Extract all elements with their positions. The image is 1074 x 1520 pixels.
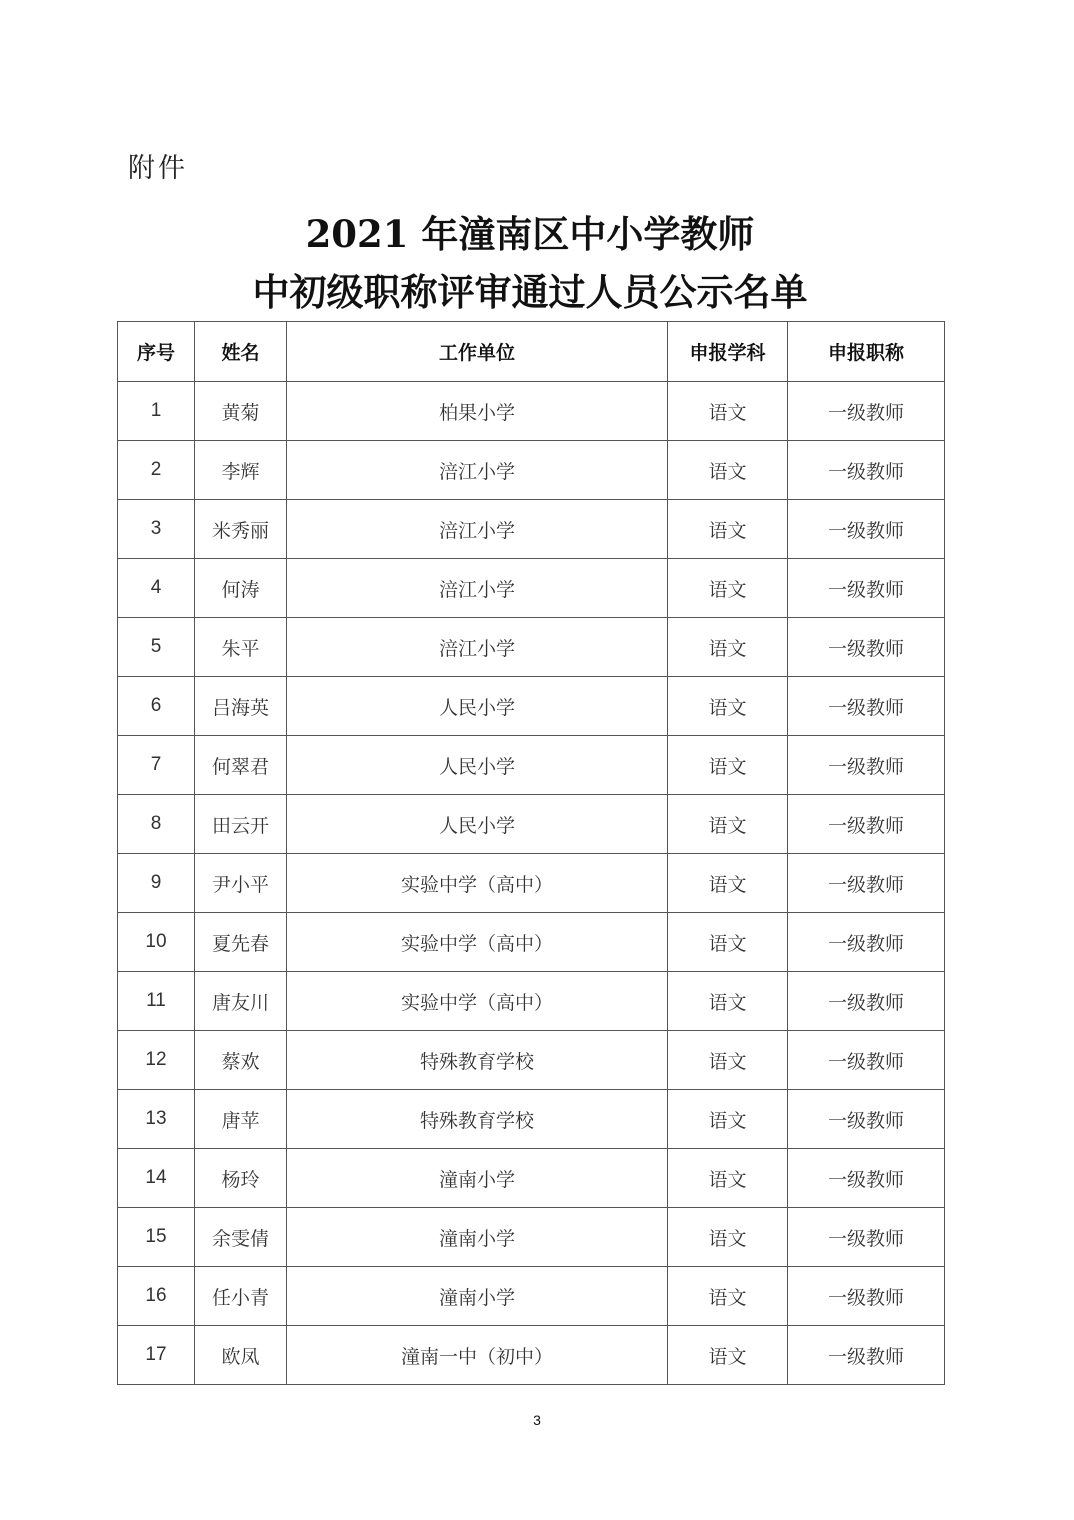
- cell-workplace: 人民小学: [287, 677, 668, 736]
- cell-workplace: 潼南小学: [287, 1267, 668, 1326]
- cell-subject: 语文: [668, 972, 788, 1031]
- cell-workplace: 涪江小学: [287, 441, 668, 500]
- table-row: [118, 913, 945, 972]
- cell-subject: 语文: [668, 1208, 788, 1267]
- cell-subject: 语文: [668, 677, 788, 736]
- cell-title: 一级教师: [788, 913, 945, 972]
- cell-subject: 语文: [668, 913, 788, 972]
- cell-seq: 4: [118, 559, 195, 618]
- cell-workplace: 实验中学（高中）: [287, 972, 668, 1031]
- cell-name: 黄菊: [195, 382, 287, 441]
- cell-subject: 语文: [668, 500, 788, 559]
- cell-seq: 8: [118, 795, 195, 854]
- table-row: [118, 1326, 945, 1385]
- cell-title: 一级教师: [788, 854, 945, 913]
- cell-seq: 16: [118, 1267, 195, 1326]
- cell-name: 李辉: [195, 441, 287, 500]
- cell-workplace: 柏果小学: [287, 382, 668, 441]
- cell-name: 何翠君: [195, 736, 287, 795]
- cell-workplace: 实验中学（高中）: [287, 913, 668, 972]
- cell-seq: 1: [118, 382, 195, 441]
- cell-name: 杨玲: [195, 1149, 287, 1208]
- cell-seq: 11: [118, 972, 195, 1031]
- header-name: 姓名: [195, 322, 287, 382]
- cell-name: 何涛: [195, 559, 287, 618]
- cell-seq: 17: [118, 1326, 195, 1385]
- cell-name: 唐苹: [195, 1090, 287, 1149]
- cell-seq: 6: [118, 677, 195, 736]
- cell-seq: 5: [118, 618, 195, 677]
- table-row: [118, 795, 945, 854]
- cell-seq: 14: [118, 1149, 195, 1208]
- header-title: 申报职称: [788, 322, 945, 382]
- cell-subject: 语文: [668, 854, 788, 913]
- cell-workplace: 潼南小学: [287, 1149, 668, 1208]
- cell-seq: 3: [118, 500, 195, 559]
- cell-workplace: 实验中学（高中）: [287, 854, 668, 913]
- cell-workplace: 涪江小学: [287, 559, 668, 618]
- cell-workplace: 涪江小学: [287, 618, 668, 677]
- cell-name: 朱平: [195, 618, 287, 677]
- cell-title: 一级教师: [788, 1326, 945, 1385]
- cell-subject: 语文: [668, 1267, 788, 1326]
- table-body: [118, 382, 945, 1385]
- table-row: [118, 677, 945, 736]
- page-number: 3: [533, 1412, 541, 1428]
- cell-name: 唐友川: [195, 972, 287, 1031]
- cell-title: 一级教师: [788, 500, 945, 559]
- cell-workplace: 涪江小学: [287, 500, 668, 559]
- cell-title: 一级教师: [788, 736, 945, 795]
- cell-seq: 13: [118, 1090, 195, 1149]
- cell-title: 一级教师: [788, 559, 945, 618]
- cell-subject: 语文: [668, 795, 788, 854]
- header-seq: 序号: [118, 322, 195, 382]
- cell-subject: 语文: [668, 382, 788, 441]
- cell-name: 任小青: [195, 1267, 287, 1326]
- cell-seq: 15: [118, 1208, 195, 1267]
- cell-title: 一级教师: [788, 1208, 945, 1267]
- cell-seq: 10: [118, 913, 195, 972]
- table-row: [118, 1090, 945, 1149]
- cell-subject: 语文: [668, 559, 788, 618]
- table-row: [118, 618, 945, 677]
- table-row: [118, 441, 945, 500]
- cell-name: 欧凤: [195, 1326, 287, 1385]
- table-row: [118, 1267, 945, 1326]
- cell-title: 一级教师: [788, 1149, 945, 1208]
- cell-title: 一级教师: [788, 1090, 945, 1149]
- table-row: [118, 382, 945, 441]
- table-row: [118, 559, 945, 618]
- table-row: [118, 854, 945, 913]
- cell-workplace: 人民小学: [287, 795, 668, 854]
- cell-title: 一级教师: [788, 972, 945, 1031]
- cell-name: 田云开: [195, 795, 287, 854]
- cell-subject: 语文: [668, 441, 788, 500]
- cell-title: 一级教师: [788, 677, 945, 736]
- cell-seq: 7: [118, 736, 195, 795]
- table-header-row: [118, 322, 945, 382]
- header-subject: 申报学科: [668, 322, 788, 382]
- cell-title: 一级教师: [788, 618, 945, 677]
- cell-name: 蔡欢: [195, 1031, 287, 1090]
- cell-title: 一级教师: [788, 441, 945, 500]
- cell-subject: 语文: [668, 1031, 788, 1090]
- table-row: [118, 736, 945, 795]
- cell-seq: 9: [118, 854, 195, 913]
- cell-subject: 语文: [668, 1090, 788, 1149]
- cell-workplace: 潼南一中（初中）: [287, 1326, 668, 1385]
- document-title-line-2: 中初级职称评审通过人员公示名单: [252, 270, 808, 314]
- cell-workplace: 特殊教育学校: [287, 1090, 668, 1149]
- cell-name: 余雯倩: [195, 1208, 287, 1267]
- table-row: [118, 1149, 945, 1208]
- cell-title: 一级教师: [788, 1031, 945, 1090]
- cell-name: 米秀丽: [195, 500, 287, 559]
- cell-name: 夏先春: [195, 913, 287, 972]
- table-row: [118, 500, 945, 559]
- cell-subject: 语文: [668, 736, 788, 795]
- cell-workplace: 特殊教育学校: [287, 1031, 668, 1090]
- cell-workplace: 潼南小学: [287, 1208, 668, 1267]
- cell-seq: 12: [118, 1031, 195, 1090]
- table-row: [118, 972, 945, 1031]
- cell-title: 一级教师: [788, 795, 945, 854]
- attachment-label: 附件: [128, 153, 188, 184]
- cell-title: 一级教师: [788, 1267, 945, 1326]
- cell-name: 尹小平: [195, 854, 287, 913]
- cell-subject: 语文: [668, 1326, 788, 1385]
- cell-workplace: 人民小学: [287, 736, 668, 795]
- roster-table: [117, 321, 945, 1385]
- table-row: [118, 1208, 945, 1267]
- cell-seq: 2: [118, 441, 195, 500]
- cell-subject: 语文: [668, 1149, 788, 1208]
- cell-name: 吕海英: [195, 677, 287, 736]
- document-title-line-1: 2021 年潼南区中小学教师: [305, 212, 755, 256]
- cell-subject: 语文: [668, 618, 788, 677]
- cell-title: 一级教师: [788, 382, 945, 441]
- header-workplace: 工作单位: [287, 322, 668, 382]
- table-row: [118, 1031, 945, 1090]
